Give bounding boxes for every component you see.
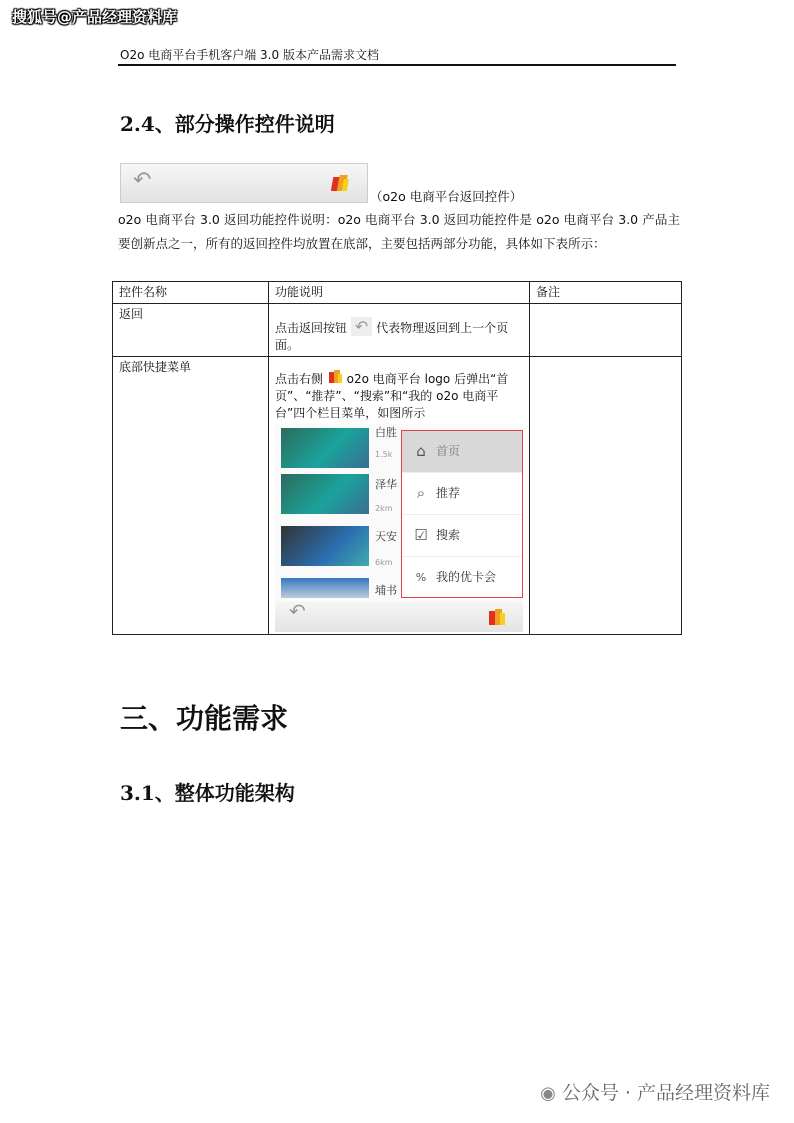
table-header-desc: 功能说明 [269, 282, 530, 304]
phone-bottom-bar [275, 599, 523, 632]
list-item-title: 白胜 [375, 426, 397, 439]
menu-item-label: 推荐 [436, 486, 461, 500]
table-row [113, 357, 682, 635]
checkbox-icon: ☑ [414, 526, 428, 544]
list-item-title: 天安 [375, 530, 397, 543]
back-arrow-icon: ↶ [133, 168, 152, 193]
list-item-photo [281, 428, 369, 468]
control-description: o2o 电商平台 3.0 返回功能控件说明：o2o 电商平台 3.0 返回功能控件是 o2o 电商平台 3.0 产品主要创新点之一，所有的返回控件均放置在底部，主要包括两部分功能，具体如下表所示： [118, 212, 680, 251]
table-header-note: 备注 [530, 282, 682, 304]
table-header-name: 控件名称 [113, 282, 269, 304]
list-item-distance: 1.5k [375, 450, 393, 459]
menu-item-recommend[interactable] [402, 473, 522, 515]
header-divider [118, 64, 676, 66]
row-desc-after: o2o 电商平台 logo 后弹出“首页”、“推荐”、“搜索”和“我的 o2o 电商平台”四个栏目菜单，如图所示 [275, 372, 509, 420]
row-name: 底部快捷菜单 [113, 357, 269, 635]
section-2-4-heading: 2.4、部分操作控件说明 [120, 112, 335, 136]
section-3-heading: 三、功能需求 [120, 702, 289, 735]
row-desc-after: 代表物理返回到上一个页面。 [275, 321, 509, 352]
watermark-top: 搜狐号@产品经理资料库 [12, 8, 178, 26]
app-logo-icon [327, 369, 343, 385]
list-item-distance: 2km [375, 504, 393, 513]
phone-menu-screenshot [275, 424, 523, 632]
list-item-title: 埔书 [375, 584, 397, 597]
quick-menu-popup [401, 430, 523, 598]
row-name: 返回 [113, 304, 269, 357]
back-button-icon: ↶ [351, 317, 372, 336]
return-control-image [120, 163, 368, 203]
row-desc-before: 点击返回按钮 [275, 321, 348, 335]
row-desc-before: 点击右侧 [275, 372, 324, 386]
back-arrow-icon[interactable]: ↶ [289, 599, 306, 623]
percent-icon: % [415, 571, 427, 584]
menu-item-home[interactable] [402, 431, 522, 473]
control-table [112, 281, 682, 635]
home-icon: ⌂ [416, 442, 426, 460]
search-icon: ⌕ [416, 484, 426, 502]
page-header: O2o 电商平台手机客户端 3.0 版本产品需求文档 [120, 48, 379, 62]
section-3-1-heading: 3.1、整体功能架构 [120, 781, 295, 805]
menu-item-label: 搜索 [436, 528, 461, 542]
footer-watermark [540, 1078, 770, 1105]
row-note [530, 304, 682, 357]
list-item-photo [281, 474, 369, 514]
list-item-photo [281, 526, 369, 566]
menu-item-my-card[interactable] [402, 557, 522, 598]
table-row [113, 304, 682, 357]
list-item-title: 泽华 [375, 478, 397, 491]
footer-watermark-text: 公众号 · 产品经理资料库 [561, 1082, 770, 1104]
return-control-caption: （o2o 电商平台返回控件） [370, 189, 523, 204]
app-logo-icon [331, 173, 351, 193]
menu-item-label: 首页 [436, 444, 461, 458]
menu-item-label: 我的优卡会 [436, 570, 497, 584]
row-note [530, 357, 682, 635]
menu-item-search[interactable] [402, 515, 522, 557]
list-item-photo [281, 578, 369, 598]
app-logo-icon[interactable] [487, 607, 507, 627]
list-item-distance: 6km [375, 558, 393, 567]
wechat-icon: ◉ [540, 1083, 556, 1104]
